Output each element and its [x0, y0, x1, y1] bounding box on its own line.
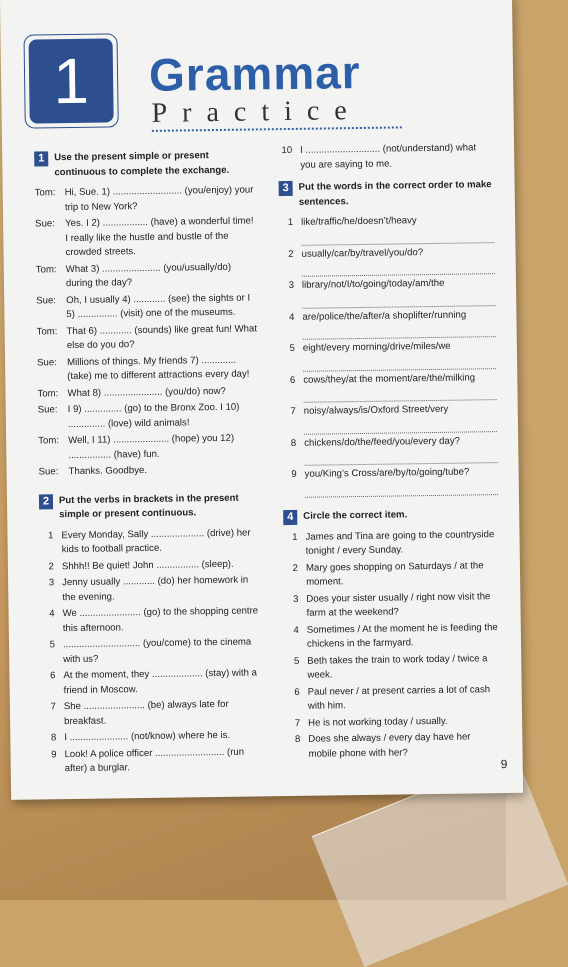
- item-number: 10: [281, 144, 293, 157]
- list-item: [280, 276, 495, 294]
- item-text: chickens/do/the/feed/you/every day?: [304, 435, 461, 449]
- item-number: 3: [48, 577, 55, 589]
- speaker-label: Tom:: [37, 387, 59, 400]
- exercise-4-items: [283, 528, 501, 762]
- list-item: [284, 590, 499, 622]
- item-text: ............................. (you/come) to the cinema with us?: [62, 636, 252, 665]
- dialogue-text: What 3) ...................... (you/usually/do) during the day?: [65, 261, 232, 290]
- item-number: 3: [292, 593, 299, 605]
- item-number: 4: [293, 624, 299, 636]
- dialogue-text: That 6) ............ (sounds) like great fun! What else do you do?: [66, 322, 258, 352]
- list-item: [39, 526, 261, 558]
- item-text: I ...................... (not/know) where he is.: [64, 729, 231, 744]
- dialogue-line: [37, 353, 259, 385]
- speaker-label: Sue:: [36, 356, 57, 369]
- item-text: I ............................ (not/understand) what you are saying to me.: [300, 142, 477, 171]
- answer-line: [301, 230, 494, 246]
- answer-line: [303, 356, 496, 372]
- answer-line: [302, 261, 495, 277]
- dialogue-line: [36, 291, 258, 323]
- exercise-instruction: Circle the correct item.: [303, 508, 408, 522]
- exercise-instruction: Put the verbs in brackets in the present simple or present continuous.: [58, 492, 239, 521]
- item-number: 5: [289, 342, 295, 354]
- item-number: 6: [289, 374, 296, 386]
- exercise-instruction: Use the present simple or present continuous to complete the exchange.: [54, 150, 230, 178]
- item-text: you/King’s Cross/are/by/to/going/tube?: [304, 466, 470, 480]
- list-item: [285, 652, 500, 684]
- dialogue-text: Yes. I 2) ................. (have) a wonderful time! I really like the hustle and bustle of the crowded streets.: [65, 215, 254, 259]
- speaker-label: Tom:: [38, 435, 60, 447]
- list-item: [286, 683, 501, 715]
- list-item: [279, 245, 494, 263]
- item-text: cows/they/at the moment/are/the/milking: [303, 371, 476, 386]
- dialogue-text: Millions of things. My friends 7) ............. (take) me to different attractions every day!: [66, 354, 250, 383]
- item-text: Does she always / every day have her mobile phone with her?: [308, 731, 471, 760]
- dialogue-line: [35, 214, 258, 261]
- item-number: 2: [48, 560, 54, 572]
- item-number: 5: [293, 655, 300, 667]
- item-number: 5: [49, 639, 56, 651]
- exercise-2-header: [39, 491, 261, 523]
- list-item: [40, 557, 262, 575]
- item-text: usually/car/by/travel/you/do?: [301, 246, 424, 260]
- speaker-label: Tom:: [34, 187, 56, 199]
- item-text: We ....................... (go) to the shopping centre this afternoon.: [62, 605, 259, 634]
- speaker-label: Sue:: [38, 466, 59, 478]
- item-text: Sometimes / At the moment he is feeding the chickens in the farmyard.: [306, 621, 498, 650]
- answer-line: [303, 387, 496, 403]
- dialogue-line: [38, 431, 260, 463]
- list-item: [42, 745, 264, 777]
- item-text: Shhh!! Be quiet! John ................ (sleep).: [61, 558, 234, 572]
- list-item: [284, 559, 499, 591]
- list-item: [283, 528, 498, 560]
- dialogue-text: What 8) ...................... (you/do) now?: [67, 385, 226, 399]
- item-number: 4: [289, 311, 295, 323]
- list-item: [40, 573, 262, 605]
- answer-line: [304, 419, 497, 435]
- item-text: are/police/the/after/a shoplifter/running: [302, 309, 467, 323]
- item-number: 7: [290, 405, 296, 417]
- item-number: 1: [292, 531, 298, 543]
- exercise-number: 4: [283, 509, 297, 524]
- page-subtitle: Practice: [151, 94, 362, 129]
- list-item: [283, 465, 498, 483]
- dialogue-text: I 9) .............. (go) to the Bronx Zoo. I 10) .............. (love) wild animals!: [67, 401, 240, 430]
- list-item: [42, 728, 264, 746]
- item-number: 1: [287, 216, 294, 229]
- item-number: 8: [50, 732, 57, 744]
- item-number: 6: [50, 670, 56, 682]
- list-item: [41, 666, 263, 698]
- exercise-number: 2: [39, 494, 53, 509]
- list-item: [282, 402, 497, 420]
- right-column: [278, 141, 502, 764]
- list-item: [278, 141, 493, 173]
- dialogue-line: [38, 400, 260, 432]
- item-text: Beth takes the train to work today / twice a week.: [307, 652, 488, 681]
- speaker-label: Tom:: [36, 325, 58, 338]
- list-item: [286, 730, 501, 762]
- item-text: library/not/I/to/going/today/am/the: [301, 277, 445, 291]
- item-text: like/traffic/he/doesn’t/heavy: [301, 215, 417, 228]
- exercise-3-items: [279, 213, 498, 497]
- item-number: 8: [294, 733, 301, 745]
- speaker-label: Sue:: [37, 404, 58, 416]
- exercise-number: 1: [34, 151, 48, 166]
- dialogue-line: [37, 322, 259, 354]
- page-number: 9: [500, 756, 508, 772]
- left-column: [34, 144, 265, 779]
- item-number: 7: [50, 701, 56, 713]
- list-item: [279, 213, 494, 231]
- dialogue-text: Well, I 11) ..................... (hope) you 12) ................ (have) fun.: [68, 432, 235, 461]
- item-number: 1: [48, 529, 54, 541]
- speaker-label: Tom:: [35, 263, 57, 276]
- item-text: noisy/always/is/Oxford Street/very: [303, 403, 449, 417]
- answer-line: [304, 450, 497, 466]
- list-item: [285, 621, 500, 653]
- item-number: 2: [288, 248, 294, 260]
- exercise-1-header: [34, 148, 256, 180]
- dialogue-line: [36, 260, 258, 292]
- page-title: Grammar: [148, 45, 361, 101]
- exercise-number: 3: [279, 181, 293, 196]
- item-text: Look! A police officer .......................... (run after) a burglar.: [64, 746, 245, 775]
- item-number: 9: [291, 468, 297, 480]
- item-text: At the moment, they ................... (stay) with a friend in Moscow.: [63, 667, 258, 696]
- speaker-label: Sue:: [35, 218, 55, 230]
- item-number: 4: [49, 608, 55, 620]
- exercise-instruction: Put the words in the correct order to make sentences.: [298, 179, 492, 208]
- dialogue-line: [37, 384, 259, 402]
- item-number: 3: [288, 279, 295, 291]
- item-text: Jenny usually ............ (do) her homework in the evening.: [62, 574, 249, 603]
- dialogue-text: Hi, Sue. 1) .......................... (you/enjoy) your trip to New York?: [64, 184, 254, 213]
- exercise-2-items: [39, 526, 264, 777]
- item-text: He is not working today / usually.: [308, 715, 448, 729]
- list-item: [281, 371, 496, 389]
- item-number: 9: [51, 748, 57, 760]
- exercise-4-header: [283, 507, 498, 525]
- speaker-label: Sue:: [36, 294, 57, 307]
- answer-line: [305, 482, 498, 498]
- answer-line: [303, 324, 496, 340]
- list-item: [41, 635, 263, 667]
- unit-number-badge: 1: [29, 38, 114, 123]
- item-text: Every Monday, Sally .................... (drive) her kids to football practice.: [61, 527, 251, 556]
- item-text: Does your sister usually / right now visit the farm at the weekend?: [306, 590, 491, 619]
- dialogue-text: Oh, I usually 4) ............ (see) the sights or I 5) ............... (visit) one of the museums.: [66, 292, 251, 321]
- item-text: She ....................... (be) always late for breakfast.: [63, 698, 229, 727]
- exercise-1-dialogue: [35, 183, 261, 480]
- list-item: [281, 339, 496, 357]
- item-number: 8: [290, 437, 297, 449]
- item-number: 7: [294, 717, 301, 729]
- item-text: eight/every morning/drive/miles/we: [302, 340, 451, 354]
- item-text: Paul never / at present carries a lot of cash with him.: [307, 683, 491, 712]
- exercise-3-header: [279, 178, 494, 210]
- dialogue-line: [35, 183, 257, 215]
- dialogue-text: Thanks. Goodbye.: [68, 464, 148, 478]
- answer-line: [302, 293, 495, 309]
- list-item: [286, 714, 501, 732]
- list-item: [282, 434, 497, 452]
- list-item: [40, 604, 262, 636]
- list-item: [280, 308, 495, 326]
- item-text: James and Tina are going to the countryside tonight / every Sunday.: [305, 528, 495, 557]
- item-number: 6: [294, 686, 300, 698]
- item-number: 2: [292, 562, 299, 574]
- list-item: [42, 697, 264, 729]
- item-text: Mary goes shopping on Saturdays / at the moment.: [305, 559, 484, 588]
- dialogue-line: [39, 462, 261, 480]
